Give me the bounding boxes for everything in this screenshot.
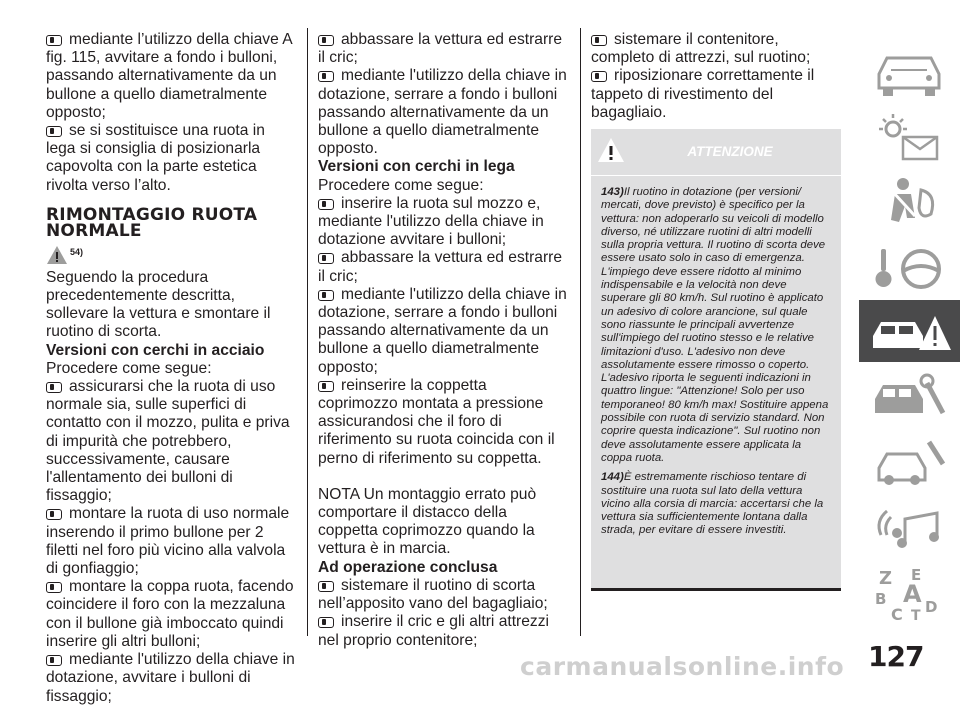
column-divider xyxy=(307,28,308,636)
bullet-icon xyxy=(318,581,334,592)
bullet-icon xyxy=(318,253,334,264)
svg-text:D: D xyxy=(925,598,938,616)
bullet-icon xyxy=(591,71,607,82)
bullet-icon xyxy=(318,35,334,46)
multimedia-icon xyxy=(865,499,955,554)
page-number: 127 xyxy=(868,640,924,673)
bullet-icon xyxy=(318,381,334,392)
tab-technical-data[interactable] xyxy=(859,430,960,492)
svg-text:Z: Z xyxy=(879,568,893,589)
warning-body xyxy=(591,176,841,538)
bullet-icon xyxy=(318,199,334,210)
chapter-sidebar xyxy=(851,0,960,678)
svg-text:E: E xyxy=(911,566,922,584)
tab-safety[interactable] xyxy=(859,170,960,232)
bullet-item: inserire la ruota sul mozzo e, mediante l'utilizzo della chiave in dotazione avvitare i bulloni; xyxy=(318,194,544,249)
bullet-item: montare la coppa ruota, facendo coincidere il foro con la mezzaluna con il bullone già imboccato quindi inserire gli altri bulloni; xyxy=(46,578,294,650)
svg-text:T: T xyxy=(911,608,921,622)
bullet-icon xyxy=(46,126,62,137)
bullet-item: se si sostituisce una ruota in lega si consiglia di posizionarla capovolta con la parte estetica rivolta verso l’alto. xyxy=(46,122,265,194)
svg-text:C: C xyxy=(891,605,903,622)
tab-maintenance[interactable] xyxy=(859,365,960,427)
warning-box xyxy=(591,129,841,591)
column-2 xyxy=(318,31,570,650)
warning-triangle-icon xyxy=(46,245,68,265)
bullet-icon xyxy=(591,35,607,46)
note-paragraph: NOTA Un montaggio errato può comportare il distacco della coppetta coprimozzo quando la vettura è in marcia. xyxy=(318,485,537,558)
key-steering-wheel-icon xyxy=(865,239,955,294)
bullet-item: riposizionare correttamente il tappeto di rivestimento del bagagliaio. xyxy=(591,67,815,121)
bullet-icon xyxy=(318,290,334,301)
bullet-item: abbassare la vettura ed estrarre il cric; xyxy=(318,249,563,285)
tab-index[interactable] xyxy=(859,560,960,622)
bullet-icon xyxy=(46,382,62,393)
bullet-icon xyxy=(46,582,62,593)
tab-dashboard[interactable] xyxy=(859,40,960,102)
watermark: carmanualsonline.info xyxy=(520,652,845,681)
warning-item: 144)È estremamente rischioso tentare di sostituire una ruota sul lato della vettura vicino alla corsia di marcia: accertarsi che la vettura sia sufficientemente lontana dalla strada, per evitare di essere investiti. xyxy=(601,471,824,537)
car-dashboard-icon xyxy=(865,44,955,99)
bullet-item: mediante l'utilizzo della chiave in dotazione, avvitare i bulloni di fissaggio; xyxy=(46,651,295,705)
bullet-icon xyxy=(46,509,62,520)
paragraph: Seguendo la procedura precedentemente descritta, sollevare la vettura e smontare il ruotino di scorta. xyxy=(46,268,271,341)
svg-text:B: B xyxy=(875,590,887,608)
bullet-item: mediante l'utilizzo della chiave in dotazione, serrare a fondo i bulloni passando alternativamente da un bullone a quello diametralmente opposto. xyxy=(318,67,567,158)
subheading: Versioni con cerchi in acciaio xyxy=(46,341,265,359)
paragraph: Procedere come segue: xyxy=(318,176,484,194)
svg-text:A: A xyxy=(903,580,922,608)
bullet-icon xyxy=(46,35,62,46)
bullet-item: assicurarsi che la ruota di uso normale sia, sulle superfici di contatto con il mozzo, pulita e priva di impurità che potrebbero, successivamente, causare l'allentamento dei bulloni di fissaggio; xyxy=(46,378,290,505)
tab-warning-lights[interactable] xyxy=(859,105,960,167)
seatbelt-airbag-icon xyxy=(865,174,955,229)
warning-header xyxy=(591,129,841,176)
reference-number: 54) xyxy=(70,246,84,257)
bullet-item: sistemare il contenitore, completo di attrezzi, sul ruotino; xyxy=(591,31,811,67)
subheading: Ad operazione conclusa xyxy=(318,558,498,576)
tab-starting-driving[interactable] xyxy=(859,235,960,297)
bullet-item: mediante l'utilizzo della chiave in dotazione, serrare a fondo i bulloni passando alternativamente da un bullone a quello diametralmente opposto; xyxy=(318,285,567,376)
bullet-item: mediante l’utilizzo della chiave A fig. 115, avvitare a fondo i bulloni, passando alternativamente da un bullone a quello diametralmente opposto; xyxy=(46,31,292,121)
bullet-icon xyxy=(46,655,62,666)
tab-emergency[interactable] xyxy=(859,300,960,362)
bullet-item: montare la ruota di uso normale inserendo il primo bullone per 2 filetti nel foro più vicino alla valvola di gonfiaggio; xyxy=(46,505,290,578)
warning-lights-mail-icon xyxy=(865,109,955,164)
wrench-car-icon xyxy=(865,434,955,489)
bullet-item: inserire il cric e gli altri attrezzi nel proprio contenitore; xyxy=(318,613,549,649)
subheading: Versioni con cerchi in lega xyxy=(318,158,515,176)
bullet-item: sistemare il ruotino di scorta nell’apposito vano del bagagliaio; xyxy=(318,576,548,613)
paragraph: Procedere come segue: xyxy=(46,359,212,377)
alphabetical-index-icon xyxy=(865,562,955,622)
warning-title: ATTENZIONE xyxy=(687,144,773,159)
car-maintenance-icon xyxy=(865,369,955,424)
car-breakdown-icon xyxy=(865,304,955,359)
section-heading: RIMONTAGGIO RUOTA NORMALE xyxy=(46,204,258,241)
bullet-icon xyxy=(318,71,334,82)
column-3 xyxy=(591,31,841,122)
warning-item: 143)Il ruotino in dotazione (per versioni/ mercati, dove previsto) è specifico per la vettura: non adoperarlo su veicoli di modello diverso, né utilizzare ruotini di altri modelli sulla propria vettura. Il ruotino di scorta deve essere usato solo in caso di emergenza. L'impiego deve essere ridotto al minimo indispensabile e la velocità non deve superare gli 80 km/h. Sul ruotino è applicato un adesivo di colore arancione, sul quale sono riassunte le principali avvertenze sull'impiego del ruotino stesso e le relative limitazioni d'uso. L'adesivo non deve assolutamente essere rimosso o coperto. L'adesivo riporta le seguenti indicazioni in quattro lingue: "Attenzione! Solo per uso temporaneo! 80 km/h max! Sostituire appena possibile con ruota di servizio standard. Non coprire questa indicazione". Sul ruotino non deve assolutamente essere applicata la coppa ruota. xyxy=(601,186,829,464)
tab-multimedia[interactable] xyxy=(859,495,960,557)
warning-ref xyxy=(46,243,298,269)
bullet-item: abbassare la vettura ed estrarre il cric; xyxy=(318,31,563,67)
column-divider xyxy=(580,28,581,636)
bullet-icon xyxy=(318,617,334,628)
column-1 xyxy=(46,31,298,706)
bullet-item: reinserire la coppetta coprimozzo montata a pressione assicurandosi che il foro di riferimento su ruota coincida con il perno di riferimento su coppetta. xyxy=(318,376,555,467)
